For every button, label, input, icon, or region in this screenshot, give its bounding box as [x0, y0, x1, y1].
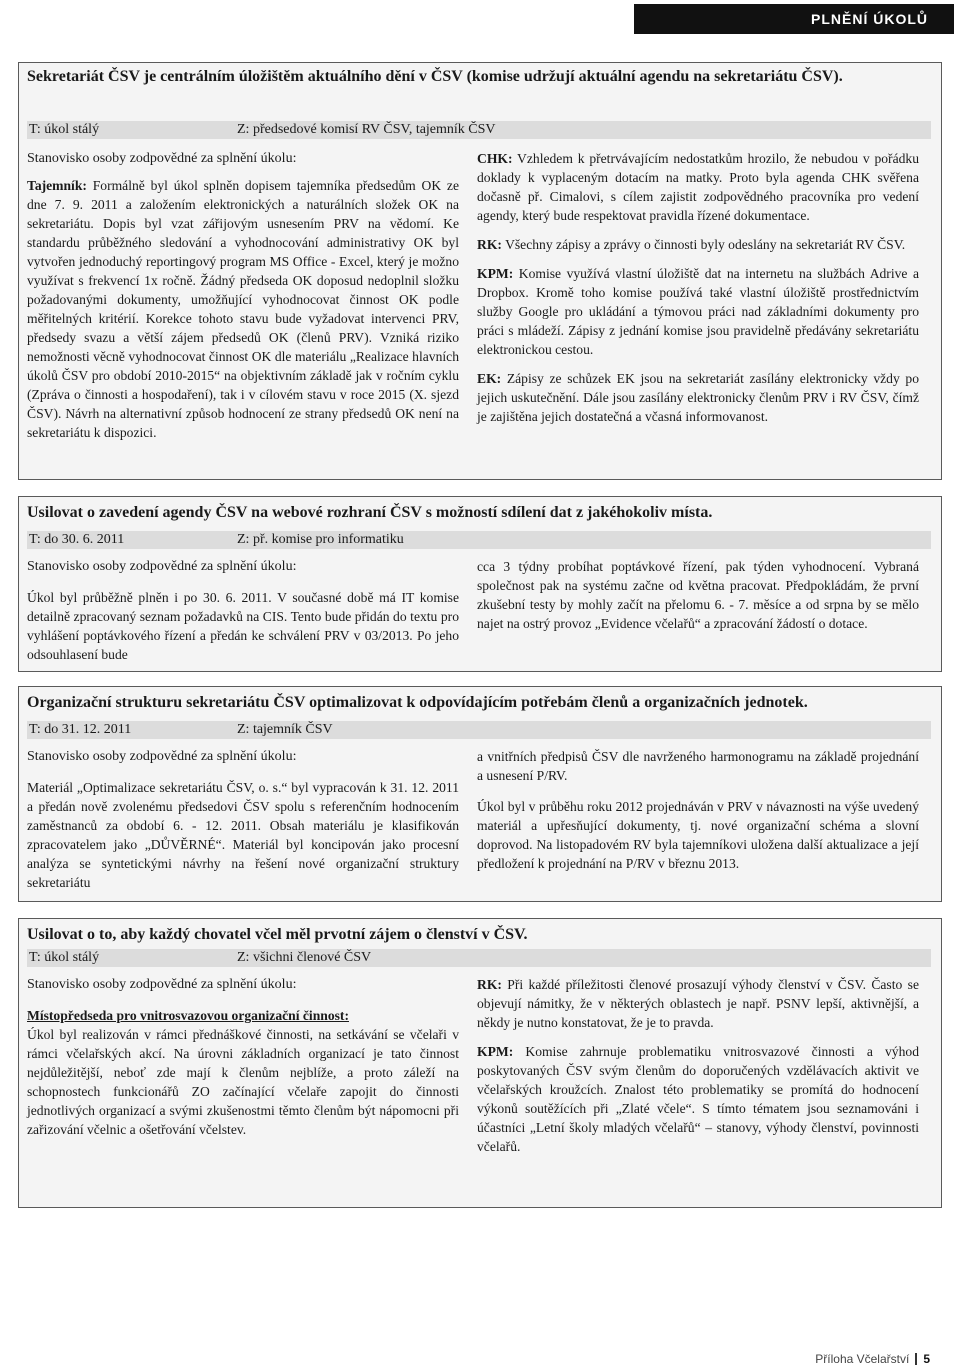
section-header-tag: PLNĚNÍ ÚKOLŮ: [634, 4, 954, 34]
paragraph: Materiál „Optimalizace sekretariátu ČSV, o. s.“ byl vypracován k 31. 12. 2011 a předán nově zvolenému předsedovi ČSV spolu s referenčním hodnocením zaměstnanců za období 6. - 12. 2011. Obsah materiálu je klasifikován zpracovatelem jako „DŮVĚRNÉ“. Materiál byl koncipován jako procesní analýza se syntetickými návrhy na řešení nové organizační struktury sekretariátu: [27, 780, 459, 890]
task-section-3: [18, 686, 942, 902]
left-column: [27, 149, 459, 448]
section-title: Organizační strukturu sekretariátu ČSV optimalizovat k odpovídajícím potřebám členů a organizačních jednotek.: [27, 694, 808, 711]
paragraph: CHK: Vzhledem k přetrvávajícím nedostatkům hrozilo, že nebudou v pořádku doklady k vyplaceným dotacím na matky. Proto byla agenda CHK svěřena dočasně př. Cimalovi, s cílem zajistit zodpovědného pracovníka pro vedení agendy, který bude respektovat pravidla řízené dokumentace.: [477, 151, 919, 223]
right-column: [477, 747, 919, 879]
paragraph: RK: Všechny zápisy a zprávy o činnosti byly odeslány na sekretariát RV ČSV.: [477, 237, 906, 252]
task-term: T: do 30. 6. 2011: [29, 532, 125, 547]
right-column: [477, 149, 919, 432]
task-deadline-bar: [27, 121, 931, 139]
task-responsible: Z: tajemník ČSV: [237, 722, 333, 737]
left-column: [27, 747, 459, 898]
section-title: Usilovat o to, aby každý chovatel včel měl prvotní zájem o členství v ČSV.: [27, 926, 528, 943]
task-responsible: Z: všichni členové ČSV: [237, 950, 372, 965]
paragraph: a vnitřních předpisů ČSV dle navrženého harmonogramu na základě projednání a usnesení P/RV.: [477, 749, 919, 783]
paragraph: KPM: Komise využívá vlastní úložiště dat na internetu na službách Adrive a Dropbox. Kromě toho komise používá také vlastní úložiště prostřednictvím služby Google pro ukládání a týmovou práci nad základními dokumenty pro práci s mládeží. Zápisy z jednání komise jsou pravidelně předávány sekretariátu elektronickou cestou.: [477, 266, 919, 357]
statement-heading: Stanovisko osoby zodpovědné za splnění úkolu:: [27, 749, 297, 764]
section-title: Usilovat o zavedení agendy ČSV na webové rozhraní ČSV s možností sdílení dat z jakéhokoliv místa.: [27, 504, 713, 521]
task-responsible: Z: předsedové komisí RV ČSV, tajemník ČSV: [237, 122, 496, 137]
statement-heading: Stanovisko osoby zodpovědné za splnění úkolu:: [27, 559, 297, 574]
paragraph: RK: Při každé příležitosti členové prosazují výhody členství v ČSV. Často se objevují námitky, že v některých oblastech je např. PSNV lepší, aktivnější, a někdy je nutno konstatovat, že je to pravda.: [477, 977, 919, 1030]
left-column: [27, 975, 459, 1145]
footer-label: Příloha Včelařství: [815, 1352, 910, 1366]
task-section-2: [18, 496, 942, 672]
task-responsible: Z: př. komise pro informatiku: [237, 532, 404, 547]
statement-heading: Stanovisko osoby zodpovědné za splnění úkolu:: [27, 977, 297, 992]
task-deadline-bar: [27, 949, 931, 967]
task-term: T: do 31. 12. 2011: [29, 722, 132, 737]
left-column: [27, 557, 459, 670]
task-deadline-bar: [27, 531, 931, 549]
page-number: 5: [923, 1352, 930, 1366]
task-section-1: [18, 62, 942, 480]
paragraph: Tajemník: Formálně byl úkol splněn dopisem tajemníka předsedům OK ze dne 7. 9. 2011 a založením elektronických a naturálních složek OK na sekretariátu. Dopis byl vzat zářijovým usnesením PRV na vědomí. Ke standardu průběžného sledování a vyhodnocování administrativy OK byl vytvořen jednoduchý reportingový program MS Office - Excel, který je možno využívat s frekvencí 1x ročně. Žádný předseda OK doposud nedoplnil složku požadovanými dokumenty, umožňující vyhodnocovat činnost OK podle měřitelných kritérií. Korekce tohoto stavu bude vyžadovat intervenci PRV, předsedy svazu a větší zájem předsedů OK (členů PRV). Vzniká riziko nemožnosti věcně vyhodnocovat činnost OK dle materiálu „Realizace hlavních úkolů ČSV pro období 2010-2015“ na objektivním základě jak v ročním cyklu (Zpráva o činnosti a hospodaření), tak i v cílovém stavu v roce 2015 (X. sjezd ČSV). Návrh na alternativní způsob hodnocení ze strany předsedů OK není na sekretariátu k dispozici.: [27, 178, 459, 440]
paragraph: Úkol byl průběžně plněn i po 30. 6. 2011. V současné době má IT komise detailně zpracovaný seznam požadavků na CIS. Tento bude přidán do textu pro vyhlášení poptávkového řízení a předán ke schválení PRV v 03/2013. Po jeho odsouhlasení bude: [27, 590, 459, 662]
section-title: Sekretariát ČSV je centrálním úložištěm aktuálního dění v ČSV (komise udržují aktuální agendu na sekretariátu ČSV).: [27, 68, 843, 85]
paragraph: Úkol byl realizován v rámci přednáškové činnosti, na setkávání se včelaři v rámci včelařských akcí. Na úrovni základních organizací je tato činnost nejdůležitější, neboť zde mají k členům nejblíže, a proto záleží na schopnostech funkcionářů ZO začínající včelaře zapojit do činnosti jednotlivých organizací a svými zkušenostmi těmto členům být nápomocni při zařizování včelnic a ošetřování včelstev.: [27, 1027, 459, 1137]
task-deadline-bar: [27, 721, 931, 739]
subheading: Místopředseda pro vnitrosvazovou organizační činnost:: [27, 1008, 349, 1023]
right-column: [477, 557, 919, 639]
task-term: T: úkol stálý: [29, 950, 100, 965]
task-section-4: [18, 918, 942, 1208]
page-footer: [815, 1352, 930, 1366]
paragraph: KPM: Komise zahrnuje problematiku vnitrosvazové činnosti a výhod poskytovaných ČSV svým členům do doporučených vzdělávacích aktivit ve včelařských kroužcích. Znalost této problematiky se promítá do hodnocení výkonů soutěžících při „Zlaté včele“. S tímto tématem jsou seznamováni i účastníci „Letní školy mladých včelařů“ – stanovy, výhody členství, povinnosti včelařů.: [477, 1044, 919, 1154]
right-column: [477, 975, 919, 1162]
footer-separator: [915, 1353, 917, 1365]
task-term: T: úkol stálý: [29, 122, 100, 137]
paragraph: EK: Zápisy ze schůzek EK jsou na sekretariát zasílány elektronicky vždy po jejich uskutečnění. Dále jsou zasílány elektronicky členům PRV i RV ČSV, čímž je zajištěna jejich dostatečná a včasná informovanost.: [477, 371, 919, 424]
statement-heading: Stanovisko osoby zodpovědné za splnění úkolu:: [27, 151, 297, 166]
paragraph: cca 3 týdny probíhat poptávkové řízení, pak týden vyhodnocení. Vybraná společnost pak na systému začne od května pracovat. Předpokládám, že první zkušební testy by mohly začít na přelomu 6. - 7. měsíce a od srpna by se mělo najet na ostrý provoz „Evidence včelařů“ a zpracování žádostí o dotace.: [477, 559, 919, 631]
paragraph: Úkol byl v průběhu roku 2012 projednáván v PRV v návaznosti na výše uvedený materiál a upřesňující dokumenty, tj. nové organizační schéma a slovní doprovod. Na listopadovém RV byla tajemníkovi uložena další aktualizace a její předložení k projednání na P/RV v březnu 2013.: [477, 799, 919, 871]
